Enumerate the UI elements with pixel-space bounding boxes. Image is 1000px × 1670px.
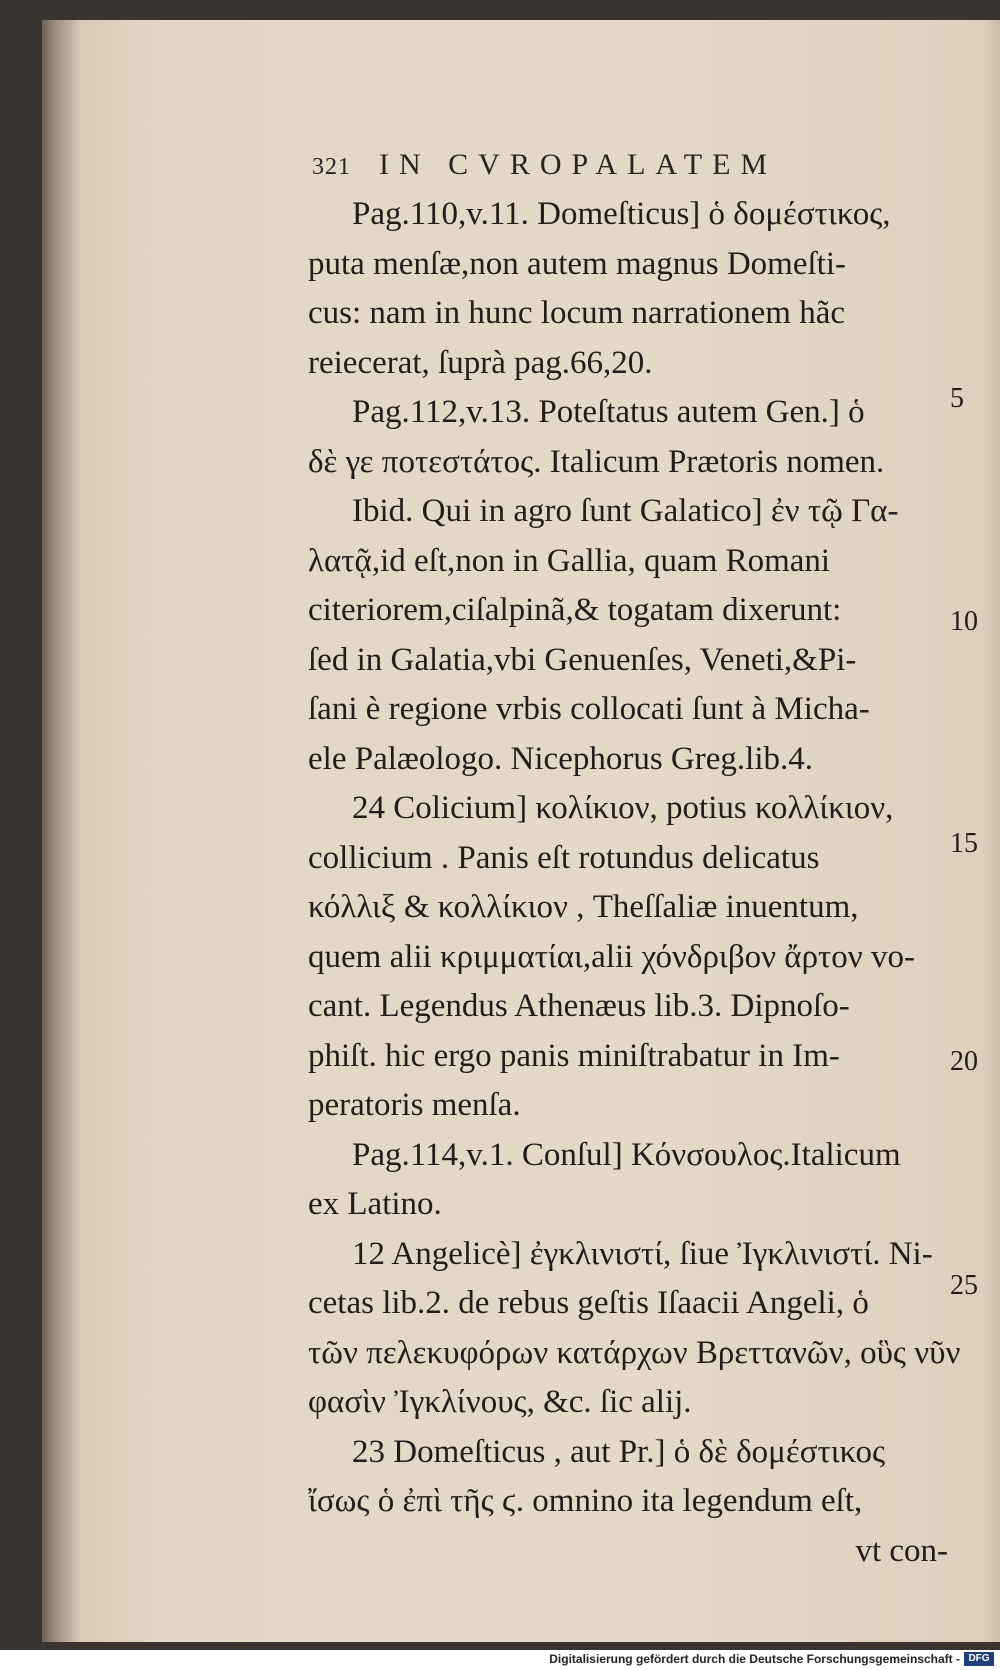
catchword: vt con- [855, 1532, 948, 1569]
text-line: cus: nam in hunc locum narrationem hãc [308, 295, 845, 331]
page-text [308, 190, 961, 1576]
text-line: collicium . Panis eſt rotundus delicatus [308, 839, 820, 876]
text-line: ſani è regione vrbis collocati ſunt à Micha- [308, 691, 870, 727]
text-line: 23 Domeſticus , aut Pr.] ὁ δὲ δομέστικος [352, 1433, 886, 1470]
text-line: τῶν πελεκυφόρων κατάρχων Βρεττανῶν, οὓς νῦν [308, 1334, 961, 1371]
line-number-marker: 5 [950, 383, 964, 414]
text-line: 12 Angelicè] ἐγκλινιστί, ſiue Ἰγκλινιστί. Ni- [352, 1235, 933, 1272]
text-line: cetas lib.2. de rebus geſtis Iſaacii Angeli, ὁ [308, 1285, 869, 1321]
line-number-marker: 10 [950, 606, 978, 637]
text-line: κόλλιξ & κολλίκιον , Theſſaliæ inuentum, [308, 889, 859, 925]
text-line: λατᾷ,id eſt,non in Gallia, quam Romani [308, 542, 831, 579]
text-line: cant. Legendus Athenæus lib.3. Dipnoſo- [308, 988, 850, 1024]
text-line: Pag.112,v.13. Poteſtatus autem Gen.] ὁ [352, 394, 865, 430]
text-line: δὲ γε ποτεστάτος. Italicum Prætoris nomen. [308, 443, 885, 480]
running-header [312, 148, 872, 182]
text-line: phiſt. hic ergo panis miniſtrabatur in Im- [308, 1037, 840, 1074]
dfg-logo: DFG [964, 1652, 994, 1666]
running-title: IN CVROPALATEM [379, 148, 778, 181]
text-line: ἴσως ὁ ἐπὶ τῆς ϛ. omnino ita legendum eſt, [308, 1483, 863, 1519]
line-number-marker: 25 [950, 1270, 978, 1301]
text-line: quem alii κριμματίαι,alii χόνδριβον ἄρτον vo- [308, 938, 915, 975]
gutter-shadow [42, 20, 80, 1642]
text-line: citeriorem,ciſalpinã,& togatam dixerunt: [308, 592, 842, 628]
text-line: ex Latino. [308, 1186, 442, 1222]
text-line: φασὶν Ἰγκλίνους, &c. ſic alij. [308, 1384, 692, 1420]
text-line: ele Palæologo. Nicephorus Greg.lib.4. [308, 740, 813, 777]
line-number-marker: 15 [950, 828, 978, 859]
text-line: Pag.110,v.11. Domeſticus] ὁ δομέστικος, [352, 196, 891, 232]
text-line: Ibid. Qui in agro ſunt Galatico] ἐν τῷ Γα- [352, 493, 899, 529]
funding-credit: Digitalisierung gefördert durch die Deutsche Forschungsgemeinschaft - [549, 1652, 960, 1666]
text-line: Pag.114,v.1. Conſul] Κόνσουλος.Italicum [352, 1136, 901, 1173]
text-line: reiecerat, ſuprà pag.66,20. [308, 344, 653, 381]
line-number-marker: 20 [950, 1046, 978, 1077]
text-line: ſed in Galatia,vbi Genuenſes, Veneti,&Pi- [308, 641, 857, 678]
text-line: puta menſæ,non autem magnus Domeſti- [308, 245, 846, 282]
text-line: 24 Colicium] κολίκιον, potius κολλίκιον, [352, 790, 894, 826]
text-line: peratoris menſa. [308, 1087, 521, 1123]
page-number: 321 [312, 154, 351, 180]
